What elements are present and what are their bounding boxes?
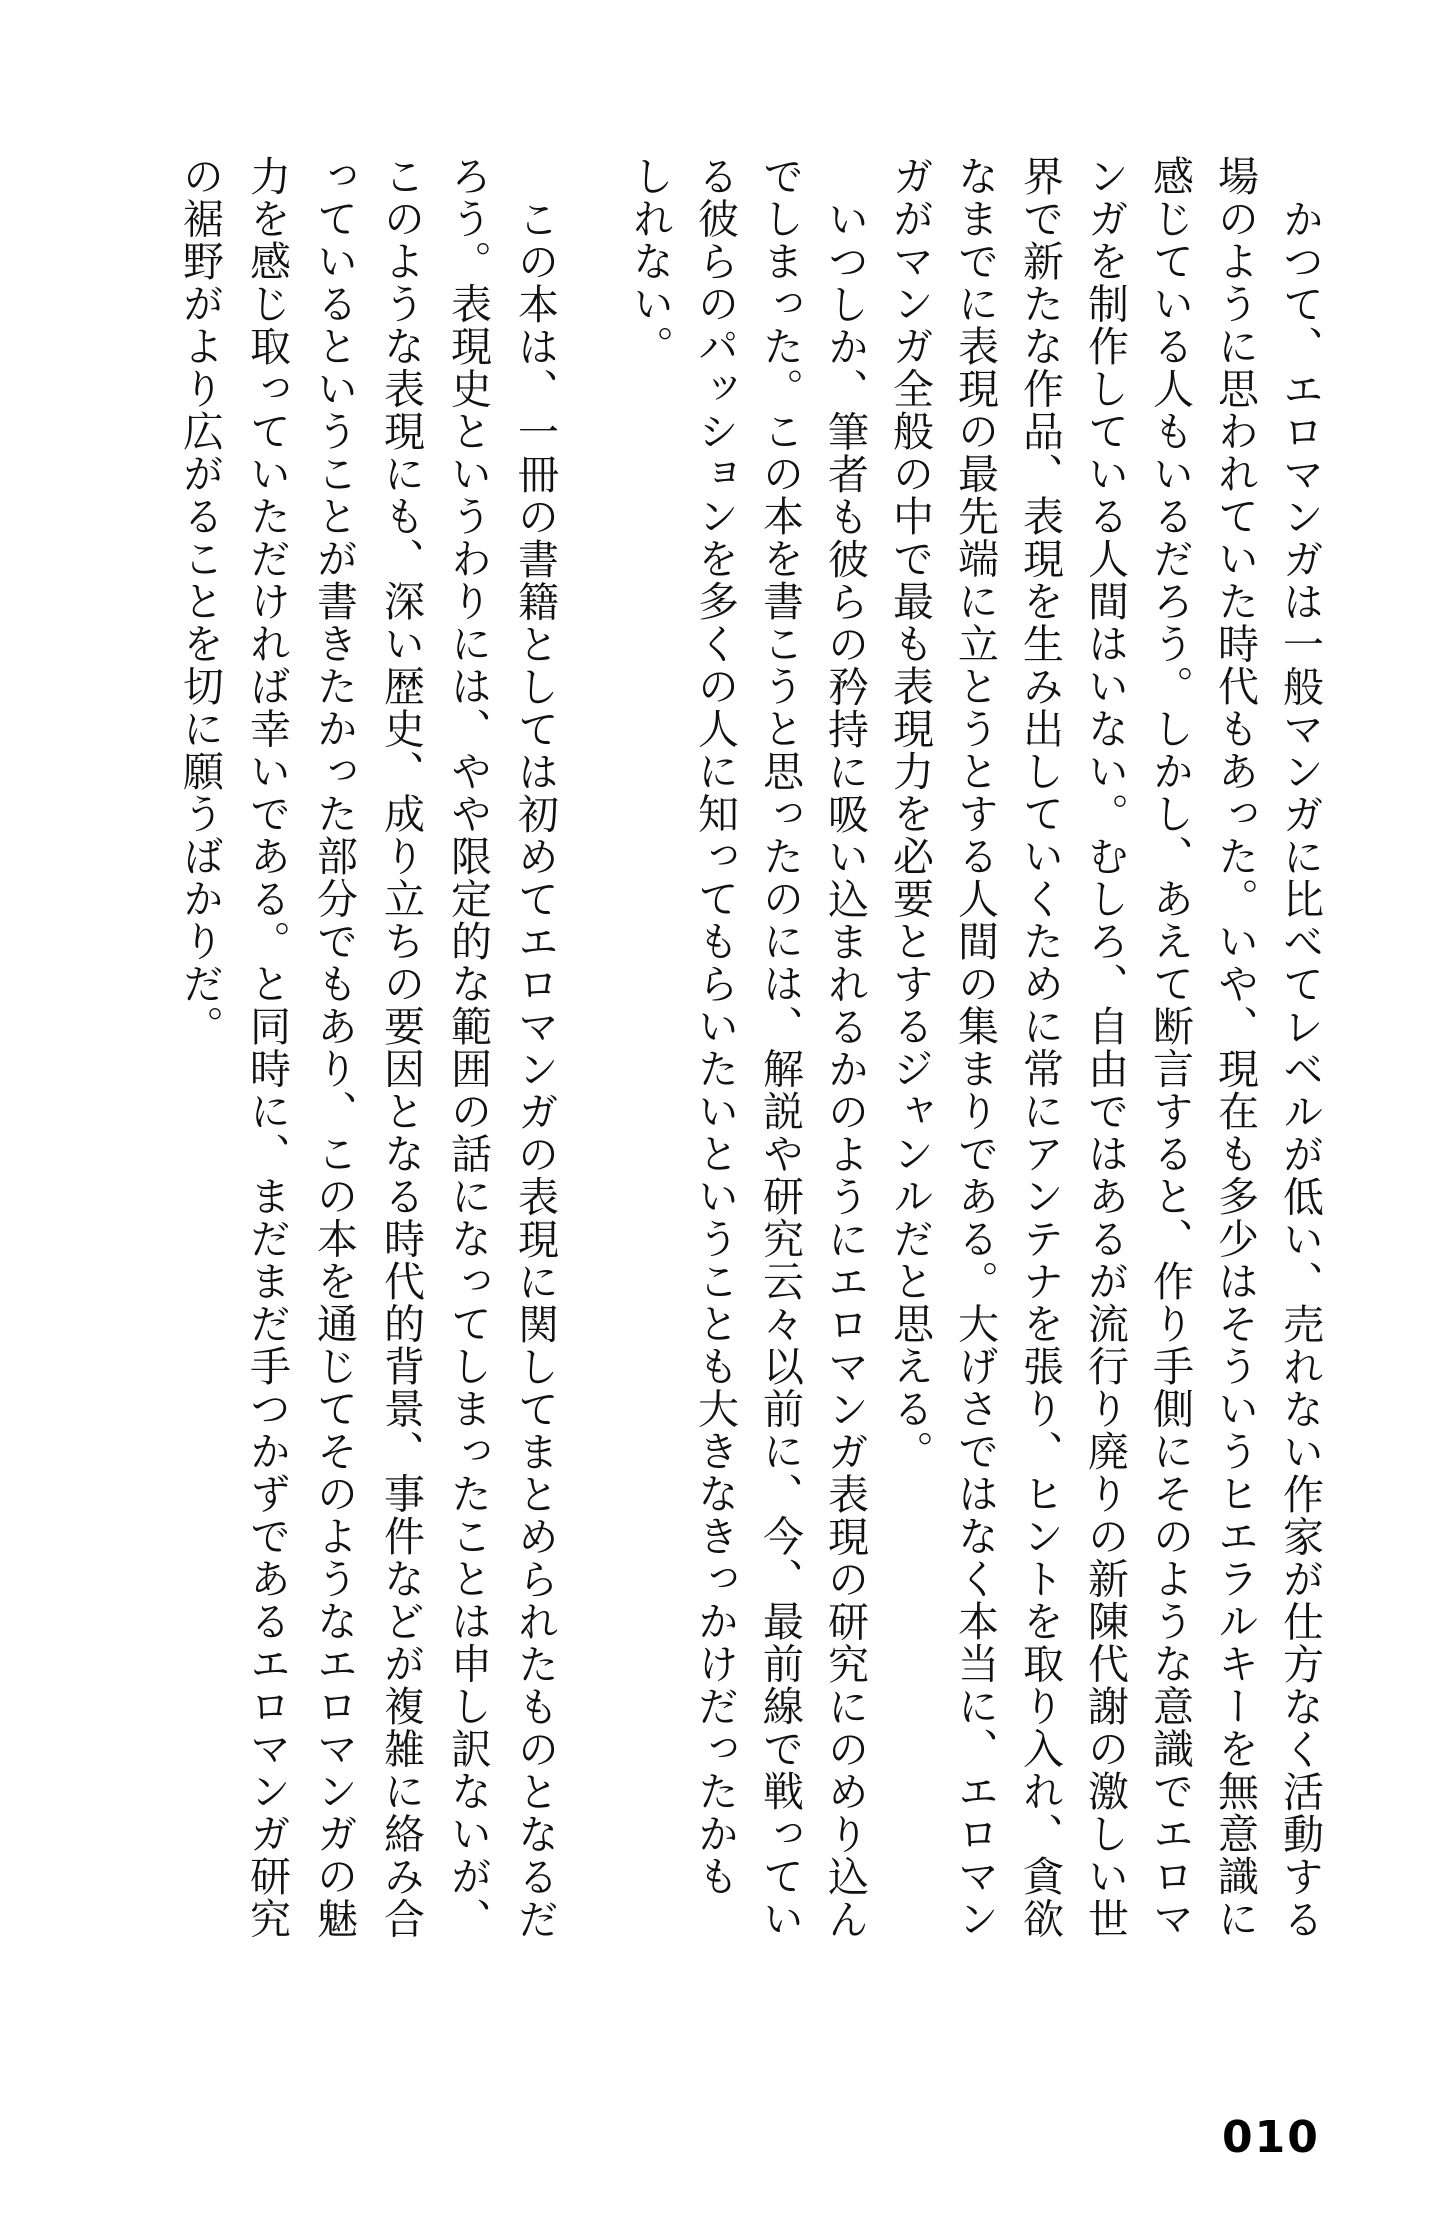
- text-line: でしまった。この本を書こうと思ったのには、解説や研究云々以前に、今、最前線で戦ってい: [756, 155, 804, 1940]
- text-line: この本は、一冊の書籍としては初めてエロマンガの表現に関してまとめられたものとなるだ: [511, 198, 559, 1941]
- text-line: 感じている人もいるだろう。しかし、あえて断言すると、作り手側にそのような意識でエロマ: [1146, 155, 1194, 1940]
- text-line: る彼らのパッションを多くの人に知ってもらいたいということも大きなきっかけだったかも: [691, 155, 739, 1898]
- text-line: しれない。: [626, 155, 674, 368]
- text-line: 力を感じ取っていただければ幸いである。と同時に、まだまだ手つかずであるエロマンガ研究: [243, 155, 291, 1940]
- text-line: の裾野がより広がることを切に願うばかりだ。: [176, 155, 224, 1048]
- text-line: 界で新たな作品、表現を生み出していくために常にアンテナを張り、ヒントを取り入れ、貪欲: [1016, 155, 1064, 1940]
- text-line: ンガを制作している人間はいない。むしろ、自由ではあるが流行り廃りの新陳代謝の激しい世: [1081, 155, 1129, 1940]
- text-line: っているということが書きたかった部分でもあり、この本を通じてそのようなエロマンガの魅: [310, 155, 358, 1940]
- page-number: 010: [1222, 2112, 1320, 2163]
- text-line: このような表現にも、深い歴史、成り立ちの要因となる時代的背景、事件などが複雑に絡み合: [377, 155, 425, 1940]
- text-line: 場のように思われていた時代もあった。いや、現在も多少はそういうヒエラルキーを無意識に: [1211, 155, 1259, 1940]
- text-line: なまでに表現の最先端に立とうとする人間の集まりである。大げさではなく本当に、エロマン: [951, 155, 999, 1940]
- text-line: かつて、エロマンガは一般マンガに比べてレベルが低い、売れない作家が仕方なく活動する: [1276, 198, 1324, 1941]
- text-line: ろう。表現史というわりには、やや限定的な範囲の話になってしまったことは申し訳ないが、: [444, 155, 492, 1940]
- text-line: いつしか、筆者も彼らの矜持に吸い込まれるかのようにエロマンガ表現の研究にのめり込ん: [821, 198, 869, 1941]
- text-line: ガがマンガ全般の中で最も表現力を必要とするジャンルだと思える。: [886, 155, 934, 1473]
